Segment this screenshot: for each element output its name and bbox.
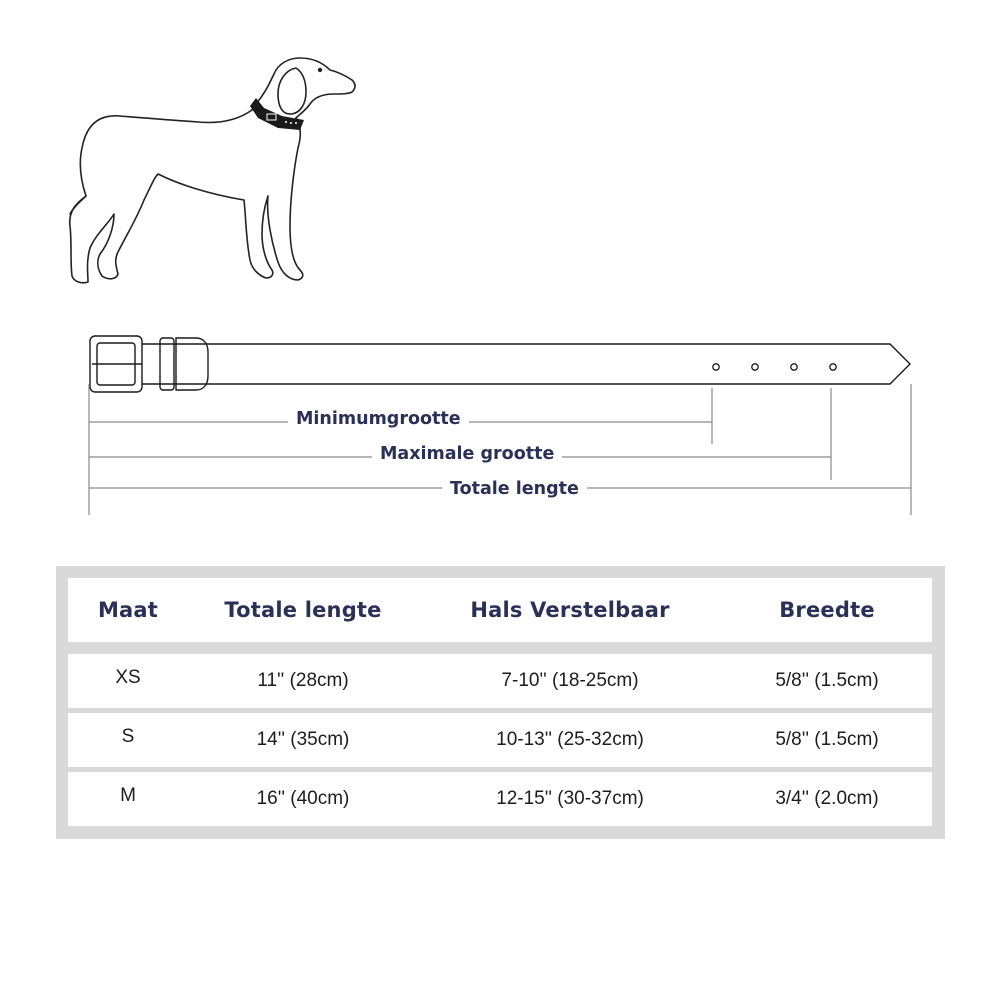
cell-size: M — [120, 785, 136, 806]
cell-neck-adjustable: 10-13'' (25-32cm) — [496, 729, 644, 750]
collar-hole-icon — [830, 364, 836, 370]
cell-width: 5/8'' (1.5cm) — [775, 670, 879, 691]
keeper-loop-icon — [160, 338, 174, 390]
header-cell-total-length: Totale lengte — [224, 598, 382, 622]
cell-width: 5/8'' (1.5cm) — [775, 729, 879, 750]
collar-hole-icon — [752, 364, 758, 370]
table-row — [68, 654, 932, 708]
size-table — [56, 566, 945, 839]
collar-hole-icon — [791, 364, 797, 370]
cell-total-length: 11'' (28cm) — [257, 670, 349, 691]
header-cell-width: Breedte — [779, 598, 875, 622]
cell-total-length: 14'' (35cm) — [256, 729, 350, 750]
d-ring-icon — [176, 338, 208, 390]
cell-neck-adjustable: 7-10'' (18-25cm) — [501, 670, 639, 691]
cell-size: S — [121, 726, 135, 747]
table-header-row — [68, 578, 932, 642]
min-size-label: Minimumgrootte — [288, 408, 469, 430]
max-size-label: Maximale grootte — [372, 443, 562, 465]
table-row — [68, 772, 932, 826]
cell-size: XS — [115, 667, 141, 688]
cell-neck-adjustable: 12-15'' (30-37cm) — [496, 788, 644, 809]
header-cell-size: Maat — [97, 598, 159, 622]
dog-outline-icon — [60, 48, 360, 293]
total-length-label: Totale lengte — [442, 478, 587, 500]
cell-width: 3/4'' (2.0cm) — [775, 788, 879, 809]
cell-total-length: 16'' (40cm) — [256, 788, 350, 809]
collar-hole-icon — [713, 364, 719, 370]
dog-illustration — [60, 48, 360, 293]
header-cell-neck-adjustable: Hals Verstelbaar — [470, 598, 670, 622]
table-row — [68, 713, 932, 767]
collar-diagram — [0, 320, 1000, 530]
